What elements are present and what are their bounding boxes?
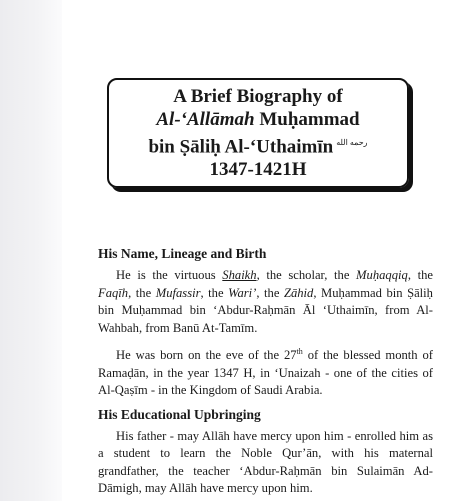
page-gutter xyxy=(0,0,62,501)
title-box xyxy=(107,78,409,188)
title-line-3 xyxy=(148,131,367,158)
text-run: of the blessed month of Ramaḍān, in the year 1347 H, in ‘Unaizah - one of the cities of Al-Qaṣīm - in the Kingdom of Saudi Arabia. xyxy=(98,348,433,398)
text-run: , the xyxy=(200,285,229,300)
paragraph-education: His father - may Allāh have mercy upon him - enrolled him as a student to learn the Noble Qur’ān, with his maternal grandfather, the teacher ‘Abdur-Raḥmān bin Sulaimān Ad-Dāmigh, may Allāh have mercy upon him. xyxy=(98,428,433,496)
section-heading-education: His Educational Upbringing xyxy=(98,406,261,422)
text-run: , the scholar, the xyxy=(256,268,357,282)
term-muhaqqiq: Muḥaqqiq xyxy=(356,268,408,282)
section-heading-name-lineage: His Name, Lineage and Birth xyxy=(98,246,267,261)
term-zahid: Zāhid xyxy=(283,285,314,300)
term-shaikh: Shaikh xyxy=(222,268,257,282)
text-run: He is the virtuous xyxy=(116,268,223,282)
text-run: , the xyxy=(256,285,284,300)
term-wari: Wari’ xyxy=(228,285,257,300)
title-line-2 xyxy=(156,108,359,131)
title-name: bin Ṣāliḥ Al-‘Uthaimīn xyxy=(148,136,334,158)
title-dates: 1347-1421H xyxy=(209,159,307,181)
text-run: , the xyxy=(128,285,156,300)
honorific-glyph: رحمه الله xyxy=(336,137,368,147)
title-allamah: Al-‘Allāmah xyxy=(156,108,255,130)
text-run: , Muḥammad bin Ṣāliḥ bin Muḥammad bin ‘Abdur-Raḥmān Āl ‘Uthaimīn, from Al-Wahbah, from Banū At-Tamīm. xyxy=(98,285,433,335)
title-muhammad: Muḥammad xyxy=(254,108,360,130)
term-mufassir: Mufassir xyxy=(155,285,201,300)
title-line-1: A Brief Biography of xyxy=(173,85,343,107)
text-run: , the xyxy=(407,268,433,282)
ordinal-suffix: th xyxy=(296,347,303,356)
term-faqih: Faqīh xyxy=(98,285,129,300)
text-run: He was born on the eve of the 27 xyxy=(116,348,297,363)
paragraph-name xyxy=(98,267,433,337)
paragraph-birth xyxy=(98,343,433,400)
biography-text xyxy=(98,245,433,504)
book-page xyxy=(62,0,460,501)
